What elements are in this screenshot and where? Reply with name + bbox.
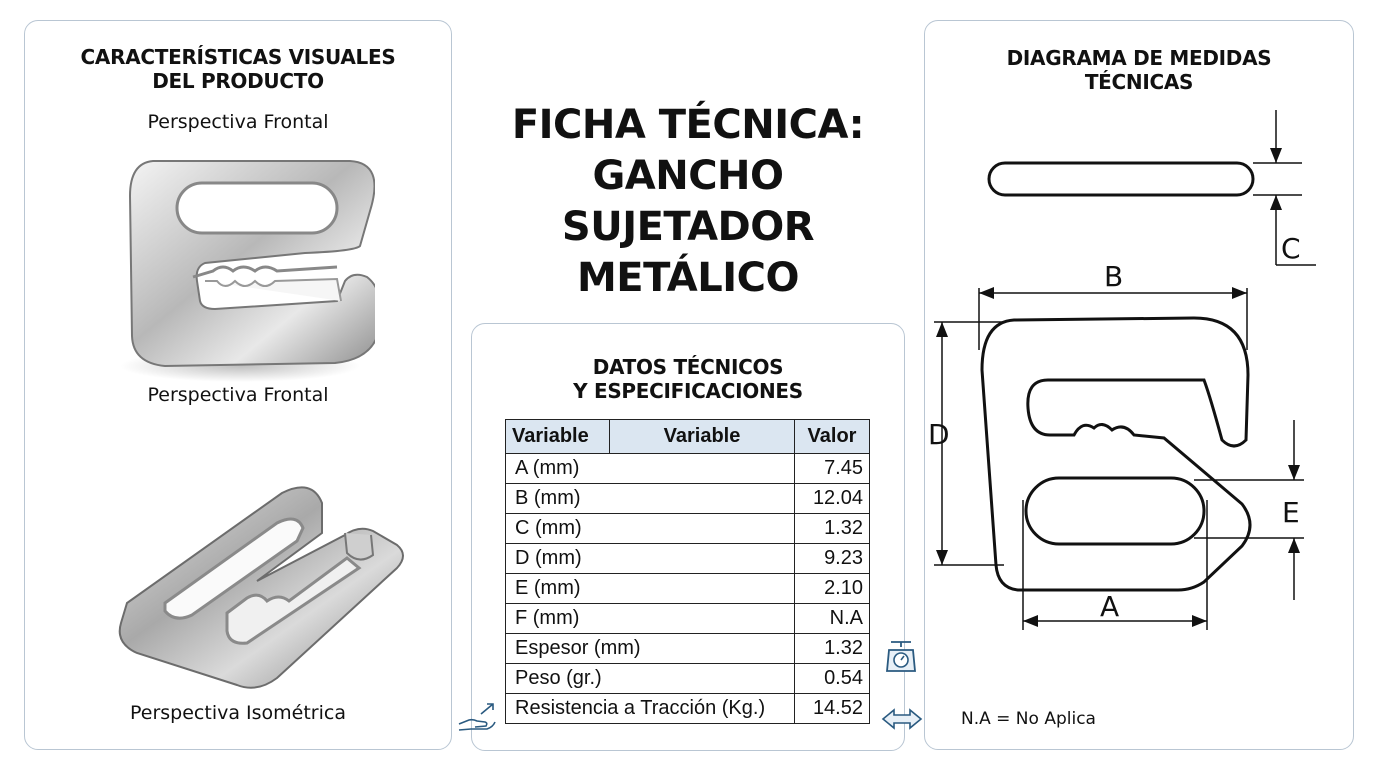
- row-variable: Espesor (mm): [506, 634, 795, 664]
- caption-isometric: Perspectiva Isométrica: [130, 702, 346, 724]
- row-value: 0.54: [795, 664, 870, 694]
- column-header-variable: Variable: [506, 420, 610, 454]
- table-row: [506, 664, 870, 694]
- diagram-heading-line1: DIAGRAMA DE MEDIDAS: [1006, 46, 1272, 70]
- row-variable: A (mm): [506, 454, 795, 484]
- table-row: [506, 694, 870, 724]
- main-title: [470, 100, 906, 304]
- hand-pull-icon: [457, 700, 497, 734]
- row-value: 7.45: [795, 454, 870, 484]
- table-row: [506, 604, 870, 634]
- table-row: [506, 514, 870, 544]
- title-line3: SUJETADOR: [561, 204, 815, 250]
- hook-slot: [1026, 478, 1204, 544]
- table-row: [506, 634, 870, 664]
- column-header-variable-2: Variable: [610, 420, 795, 454]
- data-heading-line1: DATOS TÉCNICOS: [592, 355, 784, 379]
- data-panel-heading: [472, 355, 904, 403]
- title-line2: GANCHO: [592, 153, 784, 199]
- na-note: N.A = No Aplica: [961, 709, 1096, 729]
- title-line4: METÁLICO: [577, 255, 799, 301]
- row-value: 2.10: [795, 574, 870, 604]
- row-value: 14.52: [795, 694, 870, 724]
- row-value: 9.23: [795, 544, 870, 574]
- label-c: C: [1281, 232, 1301, 265]
- row-value: 1.32: [795, 514, 870, 544]
- row-variable: C (mm): [506, 514, 795, 544]
- row-variable: F (mm): [506, 604, 795, 634]
- caption-frontal-top: Perspectiva Frontal: [147, 111, 329, 133]
- table-header-row: [506, 420, 870, 454]
- table-row: [506, 454, 870, 484]
- row-value: N.A: [795, 604, 870, 634]
- diagram-heading-line2: TÉCNICAS: [1084, 70, 1194, 94]
- side-view-bar: [989, 163, 1253, 195]
- double-arrow-icon: [880, 706, 924, 732]
- visual-characteristics-panel: [24, 20, 452, 750]
- visual-panel-heading: [25, 45, 451, 93]
- specifications-table: [505, 419, 870, 724]
- label-a: A: [1100, 590, 1120, 623]
- column-header-value: Valor: [795, 420, 870, 454]
- table-row: [506, 574, 870, 604]
- row-variable: B (mm): [506, 484, 795, 514]
- row-value: 1.32: [795, 634, 870, 664]
- caption-frontal-middle: Perspectiva Frontal: [147, 384, 329, 406]
- row-variable: E (mm): [506, 574, 795, 604]
- data-heading-line2: Y ESPECIFICACIONES: [573, 379, 803, 403]
- title-line1: FICHA TÉCNICA:: [511, 102, 865, 148]
- visual-heading-line1: CARACTERÍSTICAS VISUALES: [80, 45, 396, 69]
- row-variable: Resistencia a Tracción (Kg.): [506, 694, 795, 724]
- label-d: D: [928, 418, 950, 451]
- table-row: [506, 484, 870, 514]
- label-b: B: [1104, 260, 1124, 293]
- table-row: [506, 544, 870, 574]
- row-value: 12.04: [795, 484, 870, 514]
- row-variable: Peso (gr.): [506, 664, 795, 694]
- label-e: E: [1282, 496, 1300, 529]
- hook-outline: [982, 318, 1250, 590]
- weight-scale-icon: [884, 638, 918, 674]
- row-variable: D (mm): [506, 544, 795, 574]
- technical-measurement-diagram: [924, 20, 1354, 680]
- hook-isometric-image: [97, 473, 407, 703]
- hook-frontal-image: [105, 151, 375, 391]
- visual-heading-line2: DEL PRODUCTO: [152, 69, 324, 93]
